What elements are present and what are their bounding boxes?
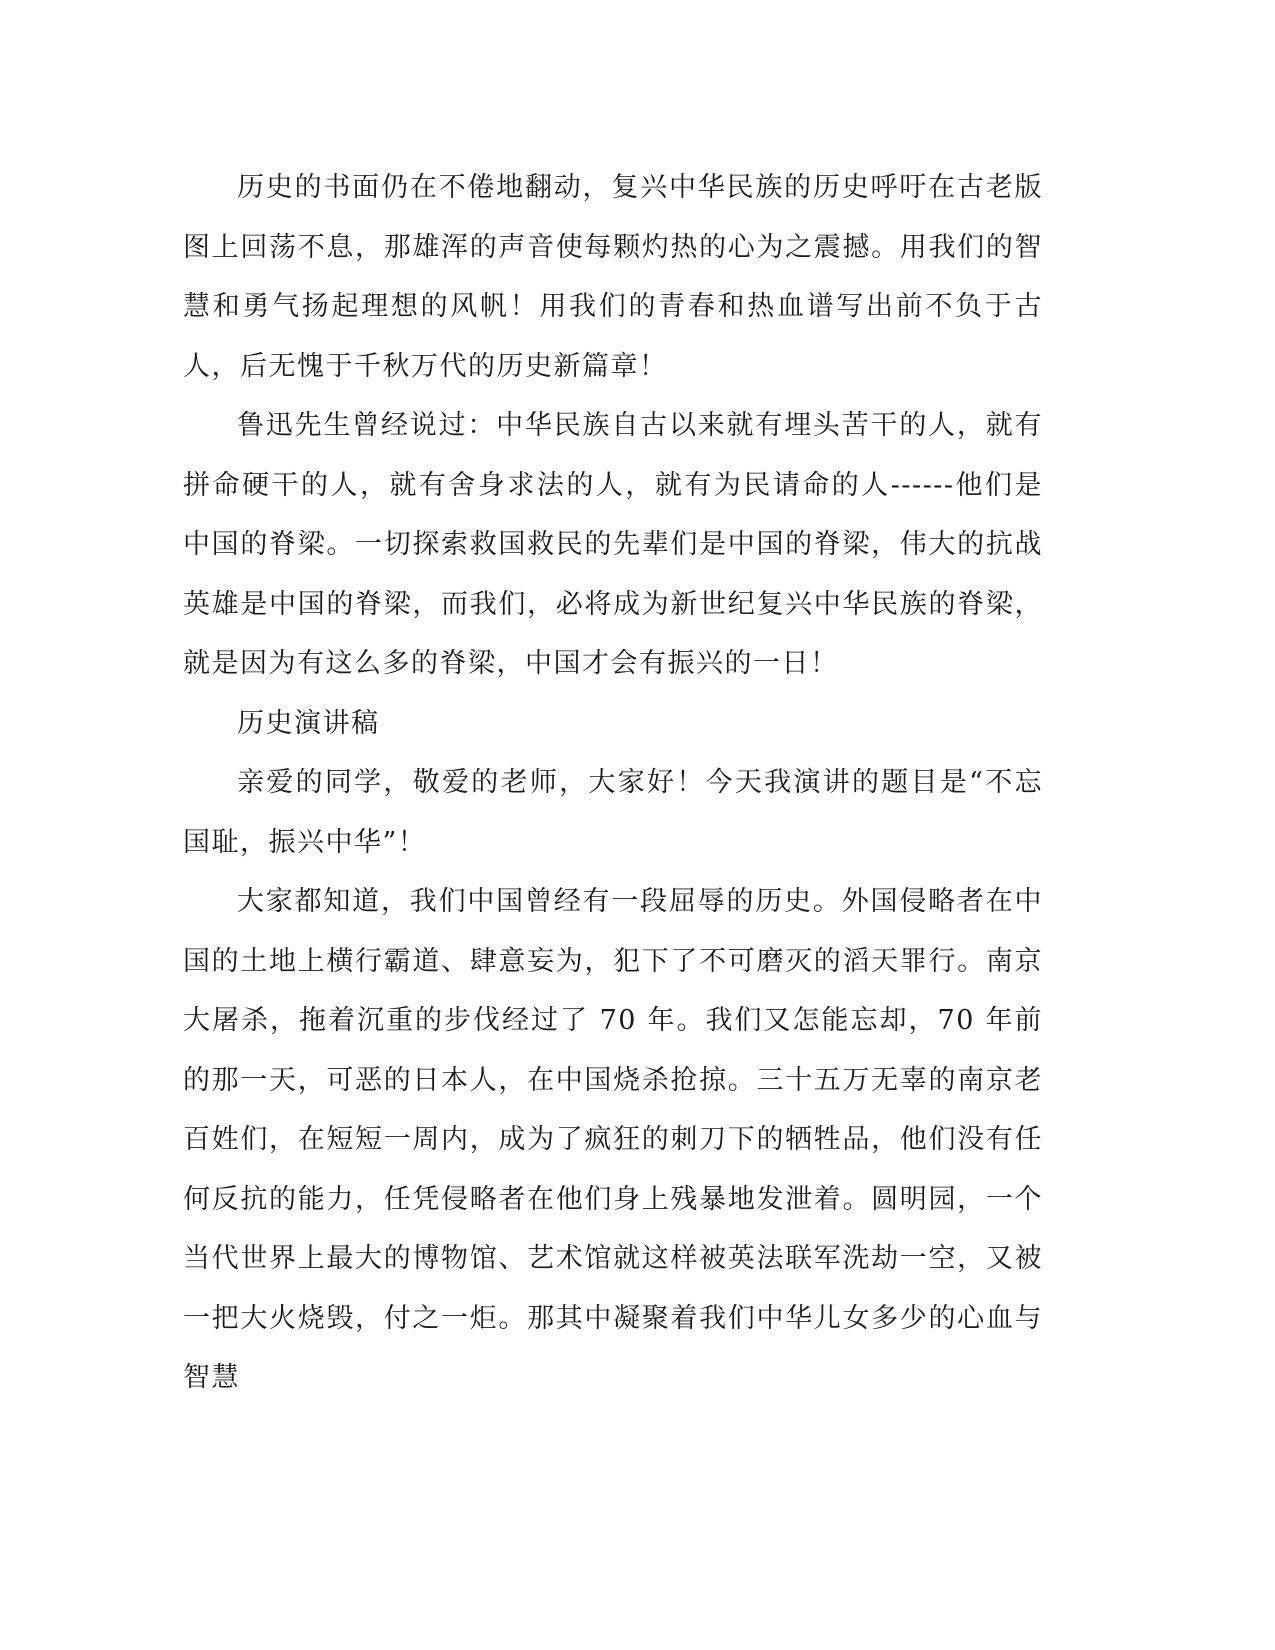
paragraph-greeting: 亲爱的同学，敬爱的老师，大家好！今天我演讲的题目是“不忘国耻，振兴中华”！ (183, 767, 1043, 858)
section-heading: 历史演讲稿 (237, 707, 380, 739)
paragraph-luxun-quote: 鲁迅先生曾经说过：中华民族自古以来就有埋头苦干的人，就有拼命硬干的人，就有舍身求法的人，就有为民请命的人------他们是中国的脊梁。一切探索救国救民的先辈们是中国的脊梁，伟大的抗战英雄是中国的脊梁，而我们，必将成为新世纪复兴中华民族的脊梁，就是因为有这么多的脊梁，中国才会有振兴的一日！ (183, 410, 1043, 679)
paragraph-humiliation-history: 大家都知道，我们中国曾经有一段屈辱的历史。外国侵略者在中国的土地上横行霸道、肆意妄为，犯下了不可磨灭的滔天罪行。南京大屠杀，拖着沉重的步伐经过了 70 年。我们又怎能忘却，70 年前的那一天，可恶的日本人，在中国烧杀抢掠。三十五万无辜的南京老百姓们，在短短一周内，成为了疯狂的刺刀下的牺牲品，他们没有任何反抗的能力，任凭侵略者在他们身上残暴地发泄着。圆明园，一个当代世界上最大的博物馆、艺术馆就这样被英法联军洗劫一空，又被一把大火烧毁，付之一炬。那其中凝聚着我们中华儿女多少的心血与智慧 (183, 886, 1043, 1393)
document-body (183, 158, 1043, 1408)
paragraph-history-appeal: 历史的书面仍在不倦地翻动，复兴中华民族的历史呼吁在古老版图上回荡不息，那雄浑的声音使每颗灼热的心为之震撼。用我们的智慧和勇气扬起理想的风帆！用我们的青春和热血谱写出前不负于古人，后无愧于千秋万代的历史新篇章！ (183, 172, 1043, 382)
